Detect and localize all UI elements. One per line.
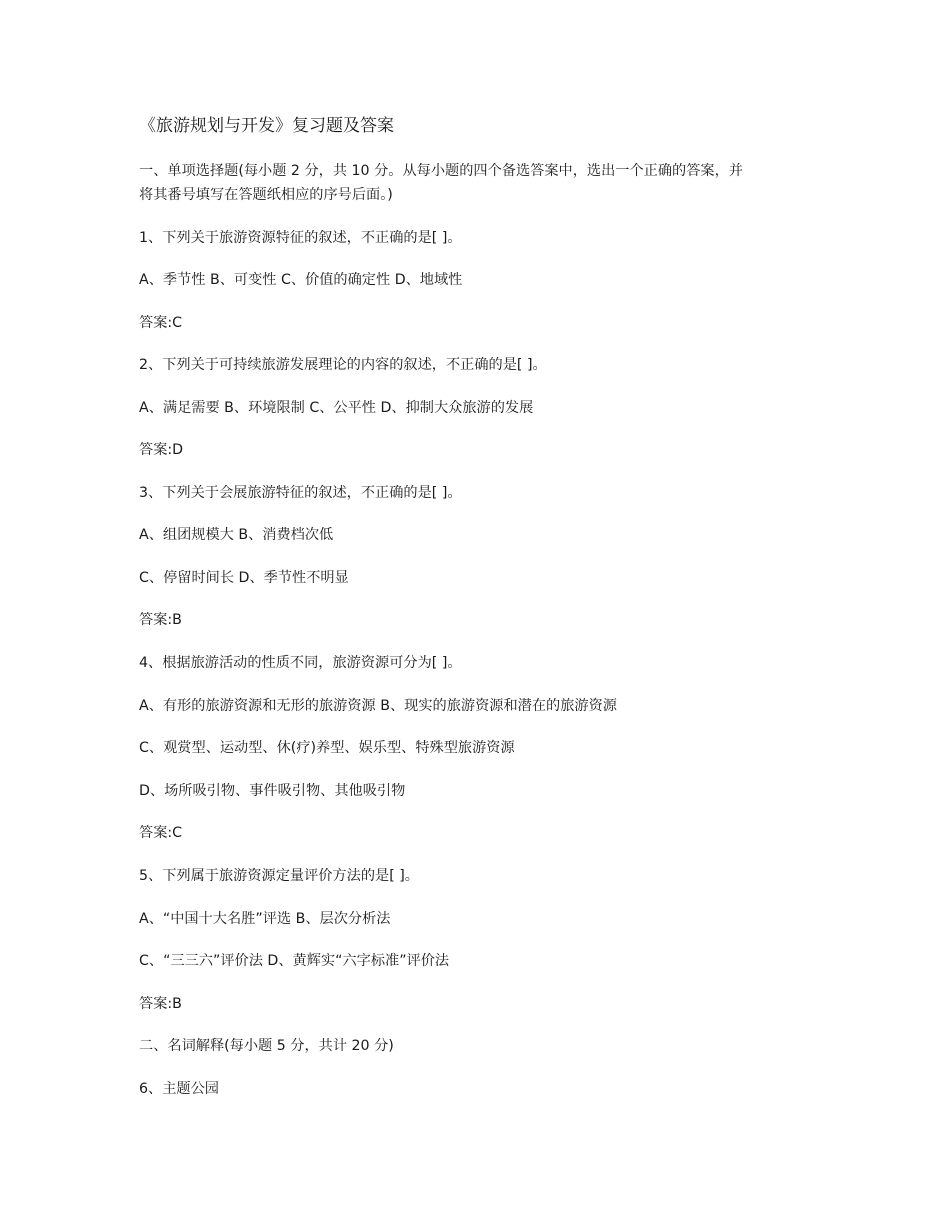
question-5-options-line-1: A、“中国十大名胜”评选 B、层次分析法 <box>139 911 391 927</box>
question-4-options-line-1: A、有形的旅游资源和无形的旅游资源 B、现实的旅游资源和潜在的旅游资源 <box>139 698 617 714</box>
question-1-options: A、季节性 B、可变性 C、价值的确定性 D、地域性 <box>139 272 463 288</box>
question-3-options-line-1: A、组团规模大 B、消费档次低 <box>139 527 334 543</box>
term-item-6: 6、主题公园 <box>139 1081 219 1097</box>
question-5-answer: 答案:B <box>139 996 182 1012</box>
question-3-answer: 答案:B <box>139 612 182 628</box>
question-1-answer: 答案:C <box>139 315 183 331</box>
question-1-stem: 1、下列关于旅游资源特征的叙述，不正确的是[ ]。 <box>139 230 462 246</box>
section-2-heading: 二、名词解释(每小题 5 分，共计 20 分) <box>139 1038 394 1054</box>
question-4-options-line-2: C、观赏型、运动型、休(疗)养型、娱乐型、特殊型旅游资源 <box>139 740 515 756</box>
question-2-options: A、满足需要 B、环境限制 C、公平性 D、抑制大众旅游的发展 <box>139 400 534 416</box>
question-4-stem: 4、根据旅游活动的性质不同，旅游资源可分为[ ]。 <box>139 655 462 671</box>
question-4-options-line-3: D、场所吸引物、事件吸引物、其他吸引物 <box>139 783 406 799</box>
section-1-heading-line-1: 一、单项选择题(每小题 2 分，共 10 分。从每小题的四个备选答案中，选出一个正确的答案，并 <box>139 163 743 179</box>
question-5-options-line-2: C、“三三六”评价法 D、黄辉实“六字标准”评价法 <box>139 953 450 969</box>
question-4-answer: 答案:C <box>139 825 183 841</box>
question-5-stem: 5、下列属于旅游资源定量评价方法的是[ ]。 <box>139 868 419 884</box>
question-3-options-line-2: C、停留时间长 D、季节性不明显 <box>139 570 349 586</box>
question-2-answer: 答案:D <box>139 442 184 458</box>
section-1-heading-line-2: 将其番号填写在答题纸相应的序号后面。) <box>139 187 393 203</box>
question-2-stem: 2、下列关于可持续旅游发展理论的内容的叙述，不正确的是[ ]。 <box>139 357 547 373</box>
document-title: 《旅游规划与开发》复习题及答案 <box>139 116 394 136</box>
question-3-stem: 3、下列关于会展旅游特征的叙述，不正确的是[ ]。 <box>139 485 462 501</box>
